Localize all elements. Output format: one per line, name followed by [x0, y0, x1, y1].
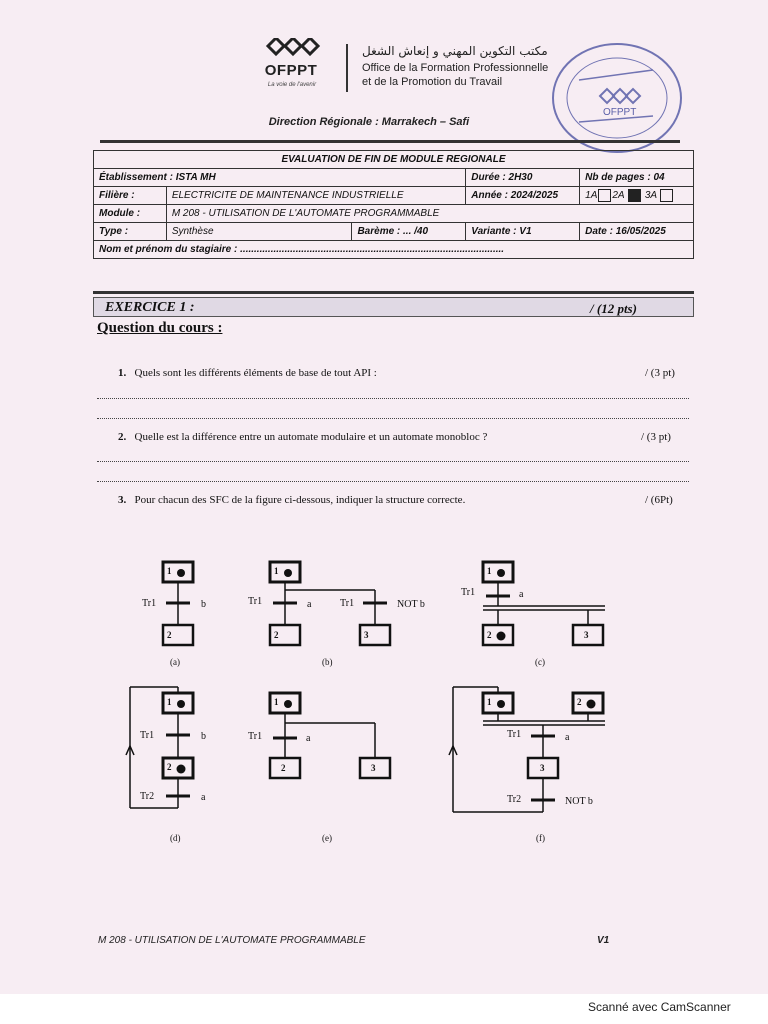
sfc-f-tr2-label: Tr2	[507, 794, 522, 805]
sfc-caption-c: (c)	[535, 657, 545, 667]
question-3-number: 3.	[118, 494, 127, 506]
school-year: Année : 2024/2025	[466, 187, 580, 205]
sfc-f-step-1-label: 1	[487, 697, 492, 707]
sfc-d-cond-b: b	[201, 731, 206, 742]
level-1a-label: 1A	[585, 190, 598, 202]
type-value: Synthèse	[166, 223, 352, 241]
student-name-field[interactable]: Nom et prénom du stagiaire : ...............................................................................................	[94, 241, 694, 259]
sfc-d-tr2-label: Tr2	[140, 791, 155, 802]
level-3a-label: 3A	[644, 190, 657, 202]
sfc-f-cond-a: a	[565, 732, 570, 743]
sfc-d-tr1-label: Tr1	[140, 730, 155, 741]
sfc-a-tr1-label: Tr1	[142, 598, 157, 609]
exam-title: EVALUATION DE FIN DE MODULE REGIONALE	[94, 151, 694, 169]
sfc-b-cond-not-b: NOT b	[397, 599, 425, 610]
sfc-d-cond-a: a	[201, 792, 206, 803]
exercise-rule	[93, 291, 694, 294]
sfc-a-step-1-label: 1	[167, 566, 172, 576]
level-3a-checkbox[interactable]	[660, 189, 673, 202]
sfc-b-cond-a: a	[307, 599, 312, 610]
footer-variant: V1	[597, 935, 610, 946]
sfc-caption-f: (f)	[536, 833, 545, 843]
module-value: M 208 - UTILISATION DE L'AUTOMATE PROGRAMMABLE	[166, 205, 693, 223]
section-subtitle: Question du cours :	[97, 320, 223, 336]
sfc-b-tr1-right-label: Tr1	[340, 598, 355, 609]
level-1a-checkbox[interactable]	[598, 189, 611, 202]
answer-line[interactable]	[97, 461, 689, 462]
exam-date: Date : 16/05/2025	[580, 223, 694, 241]
type-label: Type :	[94, 223, 167, 241]
sfc-d-step-2-label: 2	[167, 762, 172, 772]
exam-info-table	[93, 150, 694, 259]
sfc-c-step-3-label: 3	[584, 630, 589, 640]
question-1-text: Quels sont les différents éléments de base de tout API :	[134, 367, 377, 379]
answer-line[interactable]	[97, 418, 689, 419]
logo-name: OFPPT	[264, 62, 318, 79]
sfc-e-tr1-label: Tr1	[248, 731, 263, 742]
sfc-caption-e: (e)	[322, 833, 332, 843]
answer-line[interactable]	[97, 398, 689, 399]
sfc-a-cond: b	[201, 599, 206, 610]
level-selector	[580, 187, 694, 205]
regional-direction: Direction Régionale : Marrakech – Safi	[268, 116, 470, 128]
question-1	[118, 367, 377, 379]
office-name-line1: Office de la Formation Professionnelle	[362, 62, 549, 74]
header-divider	[346, 44, 348, 92]
filiere-value: ELECTRICITE DE MAINTENANCE INDUSTRIELLE	[166, 187, 465, 205]
svg-text:OFPPT: OFPPT	[603, 107, 637, 118]
sfc-e-step-3-label: 3	[371, 763, 376, 773]
sfc-a-step-2-label: 2	[167, 630, 172, 640]
question-2-points: / (3 pt)	[641, 431, 671, 443]
sfc-c-tr1-label: Tr1	[461, 587, 476, 598]
establishment: Établissement : ISTA MH	[94, 169, 466, 187]
sfc-caption-a: (a)	[170, 657, 180, 667]
sfc-e-step-2-label: 2	[281, 763, 286, 773]
sfc-b-step-2-label: 2	[274, 630, 279, 640]
footer-module: M 208 - UTILISATION DE L'AUTOMATE PROGRAMMABLE	[98, 935, 366, 946]
sfc-b-tr1-label: Tr1	[248, 596, 263, 607]
question-2	[118, 431, 487, 443]
scanner-watermark: Scanné avec CamScanner	[588, 1000, 731, 1014]
sfc-b-step-3-label: 3	[364, 630, 369, 640]
module-label: Module :	[94, 205, 167, 223]
variant: Variante : V1	[466, 223, 580, 241]
sfc-f-cond-not-b: NOT b	[565, 796, 593, 807]
grading-scale: Barème : ... /40	[352, 223, 466, 241]
exercise-title: EXERCICE 1 :	[105, 300, 195, 315]
sfc-caption-d: (d)	[170, 833, 181, 843]
sfc-b-step-1-label: 1	[274, 566, 279, 576]
question-3-points: / (6Pt)	[645, 494, 673, 506]
sfc-f-tr1-label: Tr1	[507, 729, 522, 740]
question-3	[118, 494, 465, 506]
office-name-arabic: مكتب التكوين المهني و إنعاش الشغل	[362, 44, 548, 58]
sfc-c-step-1-label: 1	[487, 566, 492, 576]
answer-line[interactable]	[97, 481, 689, 482]
sfc-c-step-2-label: 2	[487, 630, 492, 640]
sfc-e-step-1-label: 1	[274, 697, 279, 707]
page-count: Nb de pages : 04	[580, 169, 694, 187]
sfc-caption-b: (b)	[322, 657, 333, 667]
sfc-e-cond: a	[306, 733, 311, 744]
sfc-f-step-2-label: 2	[577, 697, 582, 707]
sfc-figure	[100, 550, 660, 850]
duration: Durée : 2H30	[466, 169, 580, 187]
question-2-text: Quelle est la différence entre un automate modulaire et un automate monobloc ?	[134, 431, 488, 443]
level-2a-checkbox[interactable]	[628, 189, 641, 202]
logo-tagline: La voie de l'avenir	[267, 82, 317, 88]
question-1-points: / (3 pt)	[645, 367, 675, 379]
sfc-f-step-3-label: 3	[540, 763, 545, 773]
sfc-d-step-1-label: 1	[167, 697, 172, 707]
sfc-c-cond: a	[519, 589, 524, 600]
question-1-number: 1.	[118, 367, 127, 379]
level-2a-label: 2A	[612, 190, 625, 202]
filiere-label: Filière :	[94, 187, 167, 205]
question-3-text: Pour chacun des SFC de la figure ci-dessous, indiquer la structure correcte.	[134, 494, 466, 506]
office-name-line2: et de la Promotion du Travail	[362, 76, 503, 88]
exercise-points: / (12 pts)	[590, 301, 637, 316]
header-rule	[100, 140, 680, 143]
question-2-number: 2.	[118, 431, 127, 443]
